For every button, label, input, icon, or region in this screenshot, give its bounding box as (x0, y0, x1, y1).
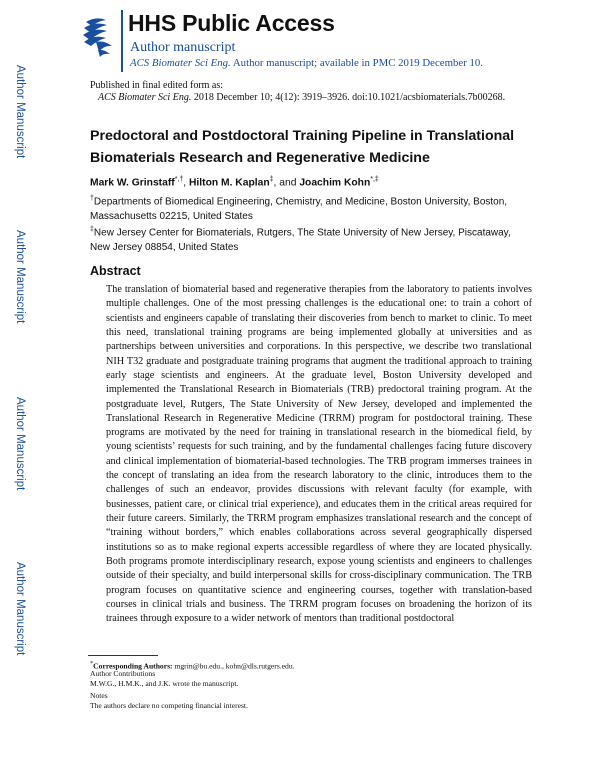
manuscript-label: Author manuscript (130, 40, 236, 55)
side-label: Author Manuscript (14, 65, 26, 159)
affiliation: ‡New Jersey Center for Biomaterials, Rutgers, The State University of New Jersey, Piscataway, New Jersey 08854, United States (90, 226, 511, 253)
affiliation: †Departments of Biomedical Engineering, Chemistry, and Medicine, Boston University, Boston, Massachusetts 02215, United States (90, 195, 508, 222)
header-divider (121, 10, 123, 72)
footnote-rule (88, 655, 158, 656)
abstract-text: The translation of biomaterial based and regenerative therapies from the laboratory to patients involves multiple challenges. One of the most pressing challenges is the educational one: to train a cohort of scientists and engineers capable of translating their discoveries from bench to market to clinic. To meet this need, translational training programs are being implemented globally at universities and as partnerships between universities and corporations. In this perspective, we describe two translational NIH T32 graduate and postgraduate training programs that augment the traditional approach to training early stage scientists and engineers. At the graduate level, Boston University developed and implemented the Translational Research in Biomaterials (TRB) predoctoral training program. At the postgraduate level, Rutgers, The State University of New Jersey, developed and implemented the Translational Research in Regenerative Medicine (TRRM) program for postdoctoral training. These programs are motivated by the need for training in translational research in the biomedical field, by young scientists’ requests for such training, and by the fundamental challenges facing future discovery and clinical implementation of biomaterial-based technologies. The TRB program immerses trainees in the concept of translating an idea from the research laboratory to the clinic, introduces them to the challenges of such an endeavor, provides discussions with relevant faculty (for example, with businesses, patient care, or clinical trial experience), and educates them in the critical areas required for their future careers. Similarly, the TRRM program emphasizes translational research and the concept of “training without borders,” which enables collaborations across several geographically dispersed institutions so as to make regional experts accessible regardless of where they are located physically. Both programs promote interdisciplinary research, expose young scientists and engineers to challenges outside of their specialty, and build interpersonal skills for cross-disciplinary communication. The TRB program focuses on quantitative science and engineering courses, together with translation-based courses in clinical trials and business. The TRRM program focuses on broadening the horizon of its trainees through exposure to a wider network of mentors than traditional postdoctoral (106, 284, 532, 625)
notes-text: The authors declare no competing financial interest. (90, 701, 248, 710)
author-mark: ‡ (269, 176, 274, 183)
author-mark: *,‡ (370, 176, 379, 183)
side-label: Author Manuscript (14, 397, 26, 491)
citation-details: 2018 December 10; 4(12): 3919–3926. doi:10.1021/acsbiomaterials.7b00268. (191, 92, 506, 103)
author-name: Joachim Kohn (299, 177, 371, 189)
availability-line (130, 57, 483, 69)
journal-abbrev: ACS Biomater Sci Eng. (130, 57, 231, 69)
side-label: Author Manuscript (14, 230, 26, 324)
corresponding-authors: *Corresponding Authors: mgrin@bu.edu., kohn@dls.rutgers.edu. (90, 660, 295, 671)
hhs-eagle-icon (82, 12, 116, 58)
availability-text: Author manuscript; available in PMC 2019 December 10. (230, 57, 483, 69)
side-label: Author Manuscript (14, 562, 26, 656)
hhs-logo (82, 12, 116, 58)
notes-heading: Notes (90, 691, 108, 700)
abstract-heading: Abstract (90, 264, 141, 278)
hhs-title: HHS Public Access (128, 10, 335, 36)
author-name: Hilton M. Kaplan (188, 177, 270, 189)
author-name: Mark W. Grinstaff (90, 177, 175, 189)
citation (98, 92, 505, 103)
author-list: Mark W. Grinstaff*,†, Hilton M. Kaplan‡, and Joachim Kohn*,‡ (90, 176, 379, 189)
contributions-text: M.W.G., H.M.K., and J.K. wrote the manuscript. (90, 679, 239, 688)
citation-journal: ACS Biomater Sci Eng. (98, 92, 192, 103)
author-mark: *,† (174, 176, 184, 183)
contributions-heading: Author Contributions (90, 669, 156, 678)
paper-title: Predoctoral and Postdoctoral Training Pipeline in Translational Biomaterials Research and Regenerative Medicine (90, 128, 515, 166)
published-label: Published in final edited form as: (90, 80, 224, 91)
